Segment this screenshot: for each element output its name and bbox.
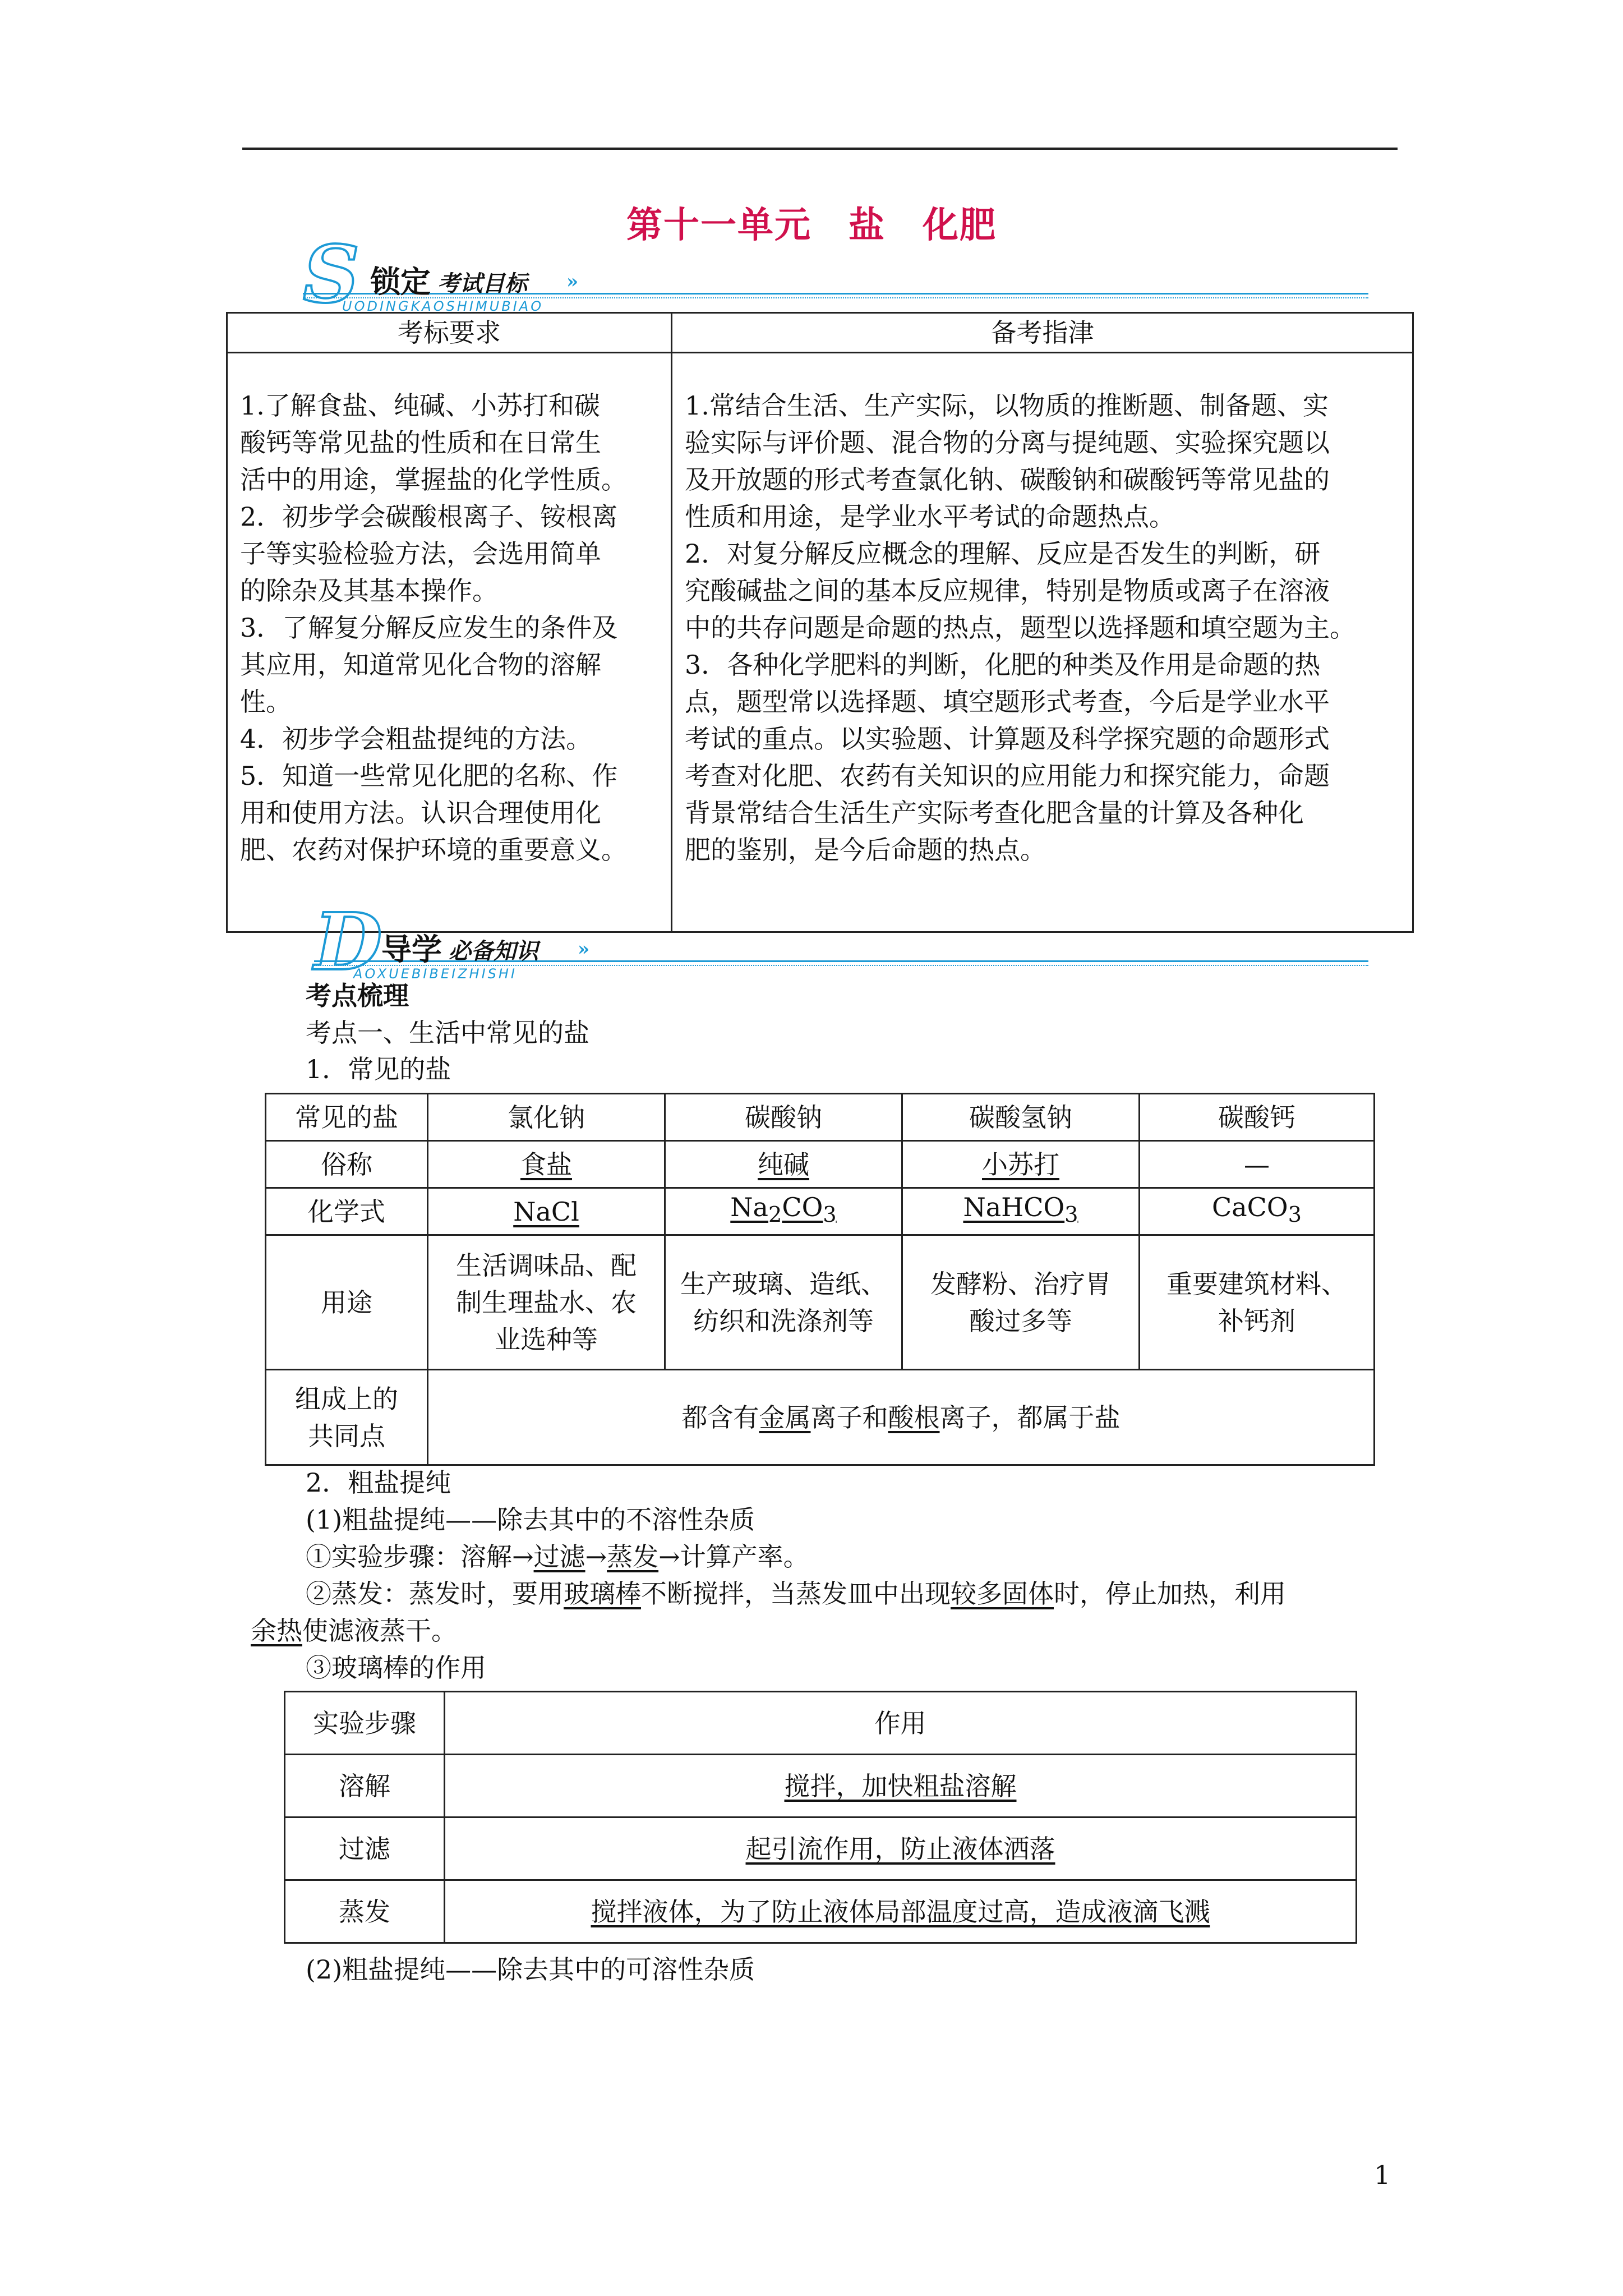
subtopic-heading: 2．粗盐提纯 — [306, 1467, 451, 1498]
answer-blank: 酸根 — [888, 1402, 940, 1433]
text-line: 生产玻璃、造纸、 — [680, 1268, 887, 1299]
banner-main-text: 导学 — [381, 932, 442, 967]
common-name: 食盐 — [520, 1149, 572, 1180]
text-run: 时，停止加热，利用 — [1054, 1579, 1286, 1609]
table-header: 常见的盐 — [266, 1094, 428, 1141]
text-run: ②蒸发：蒸发时，要用 — [306, 1579, 564, 1609]
text-line: 酸过多等 — [969, 1305, 1072, 1336]
text-run: 使滤液蒸干。 — [302, 1616, 457, 1646]
text-line: 中的共存问题是命题的热点，题型以选择题和填空题为主。 — [685, 613, 1355, 643]
use-cell — [665, 1235, 902, 1370]
text-line: 性。 — [240, 687, 292, 717]
answer-blank: 蒸发 — [607, 1542, 659, 1572]
text-line: 酸钙等常见盐的性质和在日常生 — [240, 427, 601, 458]
text-line: 发酵粉、治疗胃 — [930, 1268, 1111, 1299]
text-line: 验实际与评价题、混合物的分离与提纯题、实验探究题以 — [685, 427, 1330, 458]
text-line: 活中的用途，掌握盐的化学性质。 — [240, 464, 627, 495]
formula-subscript: 3 — [1064, 1202, 1078, 1228]
text-line: 业选种等 — [495, 1324, 598, 1355]
use-cell — [902, 1235, 1140, 1370]
text-run: 都含有 — [681, 1402, 759, 1433]
page-number: 1 — [1374, 2160, 1391, 2190]
common-feature-cell — [428, 1370, 1375, 1465]
banner-main-text: 锁定 — [370, 264, 431, 300]
common-name: — — [1140, 1141, 1375, 1188]
answer-blank: 搅拌液体，为了防止液体局部温度过高，造成液滴飞溅 — [591, 1896, 1210, 1927]
table-header: 实验步骤 — [285, 1692, 445, 1755]
page-title: 第十一单元 盐 化肥 — [626, 205, 997, 246]
chemical-formula — [963, 1192, 1078, 1228]
formula-subscript: 3 — [1288, 1202, 1302, 1228]
arrow-icon: → — [658, 1542, 680, 1572]
text-run: ①实验步骤：溶解 — [306, 1542, 512, 1572]
glass-rod-table — [284, 1691, 1357, 1944]
section-banner-knowledge — [314, 896, 1368, 988]
text-line: 性质和用途，是学业水平考试的命题热点。 — [685, 501, 1175, 532]
formula-part: CaCO — [1212, 1192, 1288, 1223]
common-salts-table — [265, 1093, 1375, 1466]
text-run: 离子和 — [810, 1402, 888, 1433]
chemical-formula — [730, 1192, 837, 1228]
table-header: 碳酸钙 — [1140, 1094, 1375, 1141]
section-heading: 考点梳理 — [306, 981, 409, 1011]
banner-sub-text: 考试目标 — [437, 271, 527, 297]
text-line: 5．知道一些常见化肥的名称、作 — [240, 761, 618, 791]
text-line: 1.了解食盐、纯碱、小苏打和碳 — [240, 390, 600, 421]
text-line: 肥的鉴别，是今后命题的热点。 — [685, 835, 1046, 865]
topic-heading: 考点一、生活中常见的盐 — [306, 1018, 589, 1048]
banner-pinyin: UODINGKAOSHIMUBIAO — [342, 298, 544, 314]
text-line: 及开放题的形式考查氯化钠、碳酸钠和碳酸钙等常见盐的 — [685, 464, 1330, 495]
answer-blank: 较多固体 — [951, 1579, 1054, 1609]
text-run: 计算产率。 — [680, 1542, 809, 1572]
text-line: 1.常结合生活、生产实际，以物质的推断题、制备题、实 — [685, 390, 1329, 421]
table-header: 氯化钠 — [428, 1094, 665, 1141]
chemical-formula: NaCl — [513, 1196, 579, 1227]
text-line: 肥、农药对保护环境的重要意义。 — [240, 835, 627, 865]
guide-cell — [672, 353, 1413, 932]
row-label: 化学式 — [266, 1188, 428, 1235]
formula-subscript: 2 — [768, 1202, 782, 1228]
double-arrow-icon: » — [578, 938, 590, 960]
answer-blank: 过滤 — [533, 1542, 585, 1572]
text-line: 补钙剂 — [1218, 1305, 1295, 1336]
banner-initial-letter: S — [303, 229, 360, 321]
text-line: 3．各种化学肥料的判断，化肥的种类及作用是命题的热 — [685, 650, 1321, 680]
answer-blank: 起引流作用，防止液体洒落 — [745, 1833, 1055, 1864]
paragraph: (1)粗盐提纯——除去其中的不溶性杂质 — [306, 1504, 755, 1535]
requirements-table — [226, 312, 1414, 933]
text-line: 3．了解复分解反应发生的条件及 — [240, 613, 618, 643]
answer-blank: 金属 — [759, 1402, 811, 1433]
text-line: 究酸碱盐之间的基本反应规律，特别是物质或离子在溶液 — [685, 576, 1330, 606]
table-header: 考标要求 — [227, 313, 672, 353]
step-cell: 蒸发 — [285, 1880, 445, 1943]
table-header: 碳酸氢钠 — [902, 1094, 1140, 1141]
text-line: 背景常结合生活生产实际考查化肥含量的计算及各种化 — [685, 798, 1304, 828]
subtopic-heading: 1．常见的盐 — [306, 1054, 451, 1084]
text-run: 不断搅拌，当蒸发皿中出现 — [641, 1579, 951, 1609]
use-cell — [1140, 1235, 1375, 1370]
text-line: 考试的重点。以实验题、计算题及科学探究题的命题形式 — [685, 724, 1330, 754]
step-cell: 溶解 — [285, 1755, 445, 1818]
text-line: 其应用，知道常见化合物的溶解 — [240, 650, 601, 680]
text-line: 子等实验检验方法，会选用简单 — [240, 539, 601, 569]
answer-blank: 余热 — [251, 1616, 302, 1646]
text-line: 的除杂及其基本操作。 — [240, 576, 498, 606]
text-line: 制生理盐水、农 — [456, 1287, 637, 1318]
text-line: 2．对复分解反应概念的理解、反应是否发生的判断，研 — [685, 539, 1321, 569]
chemical-formula — [1212, 1192, 1302, 1228]
text-line: 点，题型常以选择题、填空题形式考查，今后是学业水平 — [685, 687, 1330, 717]
paragraph: ③玻璃棒的作用 — [306, 1653, 486, 1683]
table-header: 碳酸钠 — [665, 1094, 902, 1141]
formula-part: Na — [730, 1192, 768, 1223]
banner-initial-letter: D — [314, 896, 382, 988]
text-line: 4．初步学会粗盐提纯的方法。 — [240, 724, 592, 754]
row-label: 俗称 — [266, 1141, 428, 1188]
arrow-icon: → — [585, 1542, 607, 1572]
text-line: 组成上的 — [295, 1383, 398, 1414]
table-header: 作用 — [445, 1692, 1357, 1755]
table-header: 备考指津 — [672, 313, 1413, 353]
row-label — [266, 1370, 428, 1465]
row-label: 用途 — [266, 1235, 428, 1370]
text-line: 2．初步学会碳酸根离子、铵根离 — [240, 501, 618, 532]
paragraph — [251, 1612, 457, 1649]
banner-sub-text: 必备知识 — [449, 938, 538, 964]
paragraph — [306, 1575, 1286, 1612]
answer-blank: 玻璃棒 — [564, 1579, 641, 1609]
requirements-cell — [227, 353, 672, 932]
formula-subscript: 3 — [823, 1202, 837, 1228]
text-line: 纺织和洗涤剂等 — [693, 1305, 874, 1336]
paragraph: (2)粗盐提纯——除去其中的可溶性杂质 — [306, 1954, 755, 1985]
common-name: 纯碱 — [758, 1149, 809, 1180]
use-cell — [428, 1235, 665, 1370]
text-line: 共同点 — [308, 1420, 385, 1451]
text-line: 考查对化肥、农药有关知识的应用能力和探究能力，命题 — [685, 761, 1330, 791]
header-rule — [242, 148, 1398, 150]
section-banner-goals — [303, 229, 1368, 321]
double-arrow-icon: » — [566, 270, 579, 293]
step-cell: 过滤 — [285, 1818, 445, 1880]
text-run: 离子，都属于盐 — [939, 1402, 1121, 1433]
arrow-icon: → — [512, 1542, 534, 1572]
text-line: 用和使用方法。认识合理使用化 — [240, 798, 601, 828]
paragraph — [306, 1538, 809, 1575]
common-name: 小苏打 — [982, 1149, 1059, 1180]
text-line: 生活调味品、配 — [456, 1250, 637, 1281]
banner-pinyin: AOXUEBIBEIZHISHI — [353, 966, 518, 982]
formula-part: NaHCO — [963, 1192, 1065, 1223]
answer-blank: 搅拌，加快粗盐溶解 — [784, 1770, 1017, 1801]
text-line: 重要建筑材料、 — [1166, 1268, 1347, 1299]
formula-part: CO — [782, 1192, 823, 1223]
